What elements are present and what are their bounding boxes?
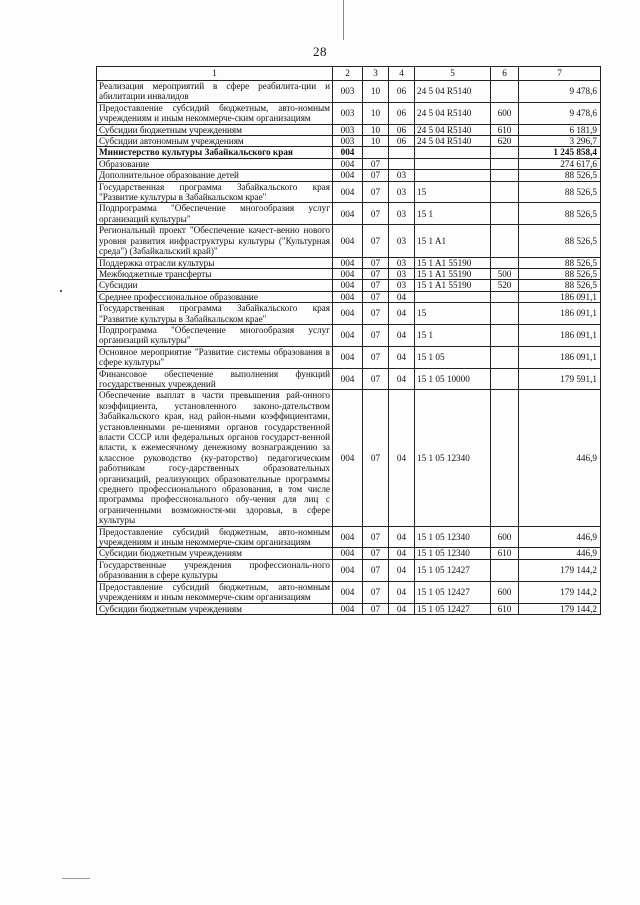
- row-admin-code: 003: [333, 124, 363, 135]
- row-name: Субсидии бюджетным учреждениям: [97, 124, 333, 135]
- row-subsection: 03: [389, 257, 415, 268]
- row-name: Предоставление субсидий бюджетным, авто-номным учреждениям и иным некоммерче-ским организациям: [97, 581, 333, 603]
- row-subsection: 04: [389, 324, 415, 346]
- row-target-article: 24 5 04 R5140: [415, 136, 491, 147]
- row-subsection: 03: [389, 203, 415, 225]
- row-subsection: 04: [389, 291, 415, 302]
- row-admin-code: 004: [333, 158, 363, 169]
- row-expense-type: 610: [491, 124, 519, 135]
- row-expense-type: [491, 181, 519, 203]
- row-section: 10: [363, 102, 389, 124]
- row-amount: 88 526,5: [519, 170, 601, 181]
- table-row: [97, 280, 601, 291]
- column-header: 3: [363, 67, 389, 81]
- row-name: Государственная программа Забайкальского края "Развитие культуры в Забайкальском крае": [97, 181, 333, 203]
- row-amount: 88 526,5: [519, 257, 601, 268]
- row-subsection: 06: [389, 124, 415, 135]
- row-name: Предоставление субсидий бюджетным, авто-номным учреждениям и иным некоммерче-ским организациям: [97, 102, 333, 124]
- column-header: 2: [333, 67, 363, 81]
- column-header: 5: [415, 67, 491, 81]
- row-amount: 186 091,1: [519, 291, 601, 302]
- row-subsection: 04: [389, 368, 415, 390]
- row-section: 10: [363, 81, 389, 103]
- row-target-article: [415, 291, 491, 302]
- table-row: [97, 81, 601, 103]
- row-admin-code: 004: [333, 303, 363, 325]
- row-admin-code: 004: [333, 368, 363, 390]
- row-target-article: 15 1 05 12427: [415, 603, 491, 614]
- row-section: 10: [363, 136, 389, 147]
- row-target-article: 15 1 05 12427: [415, 559, 491, 581]
- row-admin-code: 004: [333, 268, 363, 279]
- row-expense-type: 610: [491, 603, 519, 614]
- row-admin-code: 004: [333, 225, 363, 257]
- row-subsection: 03: [389, 280, 415, 291]
- row-amount: 446,9: [519, 390, 601, 526]
- row-amount: 3 296,7: [519, 136, 601, 147]
- row-expense-type: 600: [491, 526, 519, 548]
- column-header: 7: [519, 67, 601, 81]
- row-target-article: [415, 147, 491, 158]
- row-expense-type: 600: [491, 581, 519, 603]
- row-amount: 1 245 858,4: [519, 147, 601, 158]
- table-row: [97, 581, 601, 603]
- table-row: [97, 346, 601, 368]
- row-target-article: 15 1 A1: [415, 225, 491, 257]
- row-admin-code: 004: [333, 559, 363, 581]
- row-subsection: [389, 158, 415, 169]
- row-target-article: 15 1 A1 55190: [415, 280, 491, 291]
- table-row: [97, 559, 601, 581]
- row-name: Обеспечение выплат в части превышения рай-онного коэффициента, установленного законо-дательством Забайкальского края, над район-ными коэффициентами, установленными ре-шениями органов государственной власти СССР или федеральных органов государст-венной власти, к ежемесячному денежному вознаграждению за классное руководство (ку-раторство) педагогическим работникам госу-дарственных образовательных организаций, реализующих образовательные программы среднего профессионального образования, в том числе программы профессионального обу-чения для лиц с ограниченными возможностя-ми здоровья, в сфере культуры: [97, 390, 333, 526]
- row-expense-type: [491, 170, 519, 181]
- row-target-article: 15: [415, 181, 491, 203]
- row-target-article: [415, 158, 491, 169]
- row-name: Основное мероприятие "Развитие системы образования в сфере культуры": [97, 346, 333, 368]
- row-amount: 88 526,5: [519, 203, 601, 225]
- row-amount: 186 091,1: [519, 303, 601, 325]
- row-expense-type: [491, 81, 519, 103]
- row-admin-code: 003: [333, 136, 363, 147]
- row-subsection: 06: [389, 102, 415, 124]
- row-section: 07: [363, 158, 389, 169]
- row-name: Региональный проект "Обеспечение качест-венно нового уровня развития инфраструктуры культуры ("Культурная среда") (Забайкальский край)": [97, 225, 333, 257]
- row-name: Субсидии бюджетным учреждениям: [97, 548, 333, 559]
- row-section: 07: [363, 225, 389, 257]
- row-target-article: [415, 170, 491, 181]
- row-amount: 88 526,5: [519, 225, 601, 257]
- row-section: 07: [363, 203, 389, 225]
- row-amount: 179 144,2: [519, 559, 601, 581]
- row-admin-code: 003: [333, 81, 363, 103]
- row-subsection: 06: [389, 81, 415, 103]
- table-row: [97, 526, 601, 548]
- row-admin-code: 004: [333, 291, 363, 302]
- row-name: Государственная программа Забайкальского края "Развитие культуры в Забайкальском крае": [97, 303, 333, 325]
- row-expense-type: [491, 346, 519, 368]
- row-name: Субсидии бюджетным учреждениям: [97, 603, 333, 614]
- row-amount: 186 091,1: [519, 346, 601, 368]
- row-amount: 9 478,6: [519, 102, 601, 124]
- row-section: 07: [363, 170, 389, 181]
- row-name: Подпрограмма "Обеспечение многообразия услуг организаций культуры": [97, 203, 333, 225]
- row-target-article: 15 1 A1 55190: [415, 268, 491, 279]
- row-target-article: 24 5 04 R5140: [415, 102, 491, 124]
- row-target-article: 15: [415, 303, 491, 325]
- row-expense-type: 520: [491, 280, 519, 291]
- column-header: 1: [97, 67, 333, 81]
- row-admin-code: 004: [333, 390, 363, 526]
- row-amount: 6 181,9: [519, 124, 601, 135]
- row-admin-code: 004: [333, 324, 363, 346]
- row-target-article: 15 1 05 12340: [415, 390, 491, 526]
- row-admin-code: 004: [333, 581, 363, 603]
- column-header: 6: [491, 67, 519, 81]
- row-name: Межбюджетные трансферты: [97, 268, 333, 279]
- row-target-article: 15 1: [415, 203, 491, 225]
- table-row: [97, 158, 601, 169]
- row-admin-code: 004: [333, 181, 363, 203]
- row-expense-type: [491, 291, 519, 302]
- row-section: 07: [363, 346, 389, 368]
- row-expense-type: [491, 158, 519, 169]
- row-subsection: 04: [389, 603, 415, 614]
- row-subsection: 04: [389, 303, 415, 325]
- table-row: [97, 268, 601, 279]
- row-amount: 88 526,5: [519, 181, 601, 203]
- row-admin-code: 004: [333, 203, 363, 225]
- row-amount: 446,9: [519, 548, 601, 559]
- row-section: [363, 147, 389, 158]
- row-subsection: 04: [389, 559, 415, 581]
- table-row: [97, 603, 601, 614]
- row-subsection: 03: [389, 268, 415, 279]
- table-row: [97, 324, 601, 346]
- row-amount: 88 526,5: [519, 280, 601, 291]
- row-expense-type: [491, 147, 519, 158]
- row-section: 07: [363, 526, 389, 548]
- row-section: 07: [363, 291, 389, 302]
- header-row: [97, 67, 601, 81]
- row-section: 07: [363, 581, 389, 603]
- table-row: [97, 257, 601, 268]
- row-amount: 179 144,2: [519, 603, 601, 614]
- row-subsection: 04: [389, 581, 415, 603]
- table-row: [97, 303, 601, 325]
- row-name: Реализация мероприятий в сфере реабилита-ции и абилитации инвалидов: [97, 81, 333, 103]
- row-expense-type: [491, 368, 519, 390]
- row-section: 07: [363, 303, 389, 325]
- row-amount: 274 617,6: [519, 158, 601, 169]
- scan-artifact-line: [343, 0, 344, 40]
- row-section: 07: [363, 268, 389, 279]
- row-amount: 179 144,2: [519, 581, 601, 603]
- row-admin-code: 004: [333, 548, 363, 559]
- table-row: [97, 291, 601, 302]
- table-body: [97, 81, 601, 615]
- row-target-article: 15 1 05 12340: [415, 548, 491, 559]
- row-admin-code: 004: [333, 603, 363, 614]
- row-expense-type: [491, 203, 519, 225]
- row-section: 07: [363, 324, 389, 346]
- row-subsection: 04: [389, 390, 415, 526]
- table-row: [97, 147, 601, 158]
- row-name: Министерство культуры Забайкальского края: [97, 147, 333, 158]
- row-section: 07: [363, 603, 389, 614]
- row-name: Среднее профессиональное образование: [97, 291, 333, 302]
- row-target-article: 24 5 04 R5140: [415, 124, 491, 135]
- row-subsection: 03: [389, 225, 415, 257]
- row-section: 10: [363, 124, 389, 135]
- row-subsection: 06: [389, 136, 415, 147]
- row-name: Субсидии: [97, 280, 333, 291]
- row-target-article: 15 1 05: [415, 346, 491, 368]
- row-name: Государственные учреждения профессиональ-ного образования в сфере культуры: [97, 559, 333, 581]
- table-row: [97, 102, 601, 124]
- table-row: [97, 170, 601, 181]
- row-name: Подпрограмма "Обеспечение многообразия услуг организаций культуры": [97, 324, 333, 346]
- table-row: [97, 548, 601, 559]
- table-row: [97, 136, 601, 147]
- table-row: [97, 225, 601, 257]
- row-section: 07: [363, 390, 389, 526]
- row-admin-code: 003: [333, 102, 363, 124]
- row-target-article: 24 5 04 R5140: [415, 81, 491, 103]
- row-subsection: [389, 147, 415, 158]
- row-section: 07: [363, 181, 389, 203]
- row-admin-code: 004: [333, 526, 363, 548]
- row-name: Дополнительное образование детей: [97, 170, 333, 181]
- row-target-article: 15 1 05 12427: [415, 581, 491, 603]
- row-section: 07: [363, 368, 389, 390]
- row-name: Поддержка отрасли культуры: [97, 257, 333, 268]
- row-expense-type: [491, 257, 519, 268]
- row-subsection: 03: [389, 170, 415, 181]
- row-subsection: 04: [389, 548, 415, 559]
- row-expense-type: 500: [491, 268, 519, 279]
- row-target-article: 15 1 A1 55190: [415, 257, 491, 268]
- row-section: 07: [363, 257, 389, 268]
- budget-table: [96, 66, 601, 615]
- table-row: [97, 368, 601, 390]
- row-expense-type: [491, 559, 519, 581]
- row-expense-type: 620: [491, 136, 519, 147]
- scan-speck: [62, 878, 90, 879]
- row-section: 07: [363, 559, 389, 581]
- row-admin-code: 004: [333, 257, 363, 268]
- row-target-article: 15 1: [415, 324, 491, 346]
- row-name: Предоставление субсидий бюджетным, авто-номным учреждениям и иным некоммерче-ским организациям: [97, 526, 333, 548]
- table-row: [97, 203, 601, 225]
- row-admin-code: 004: [333, 147, 363, 158]
- row-admin-code: 004: [333, 280, 363, 291]
- table-row: [97, 181, 601, 203]
- column-header: 4: [389, 67, 415, 81]
- row-expense-type: [491, 303, 519, 325]
- table-row: [97, 390, 601, 526]
- row-amount: 9 478,6: [519, 81, 601, 103]
- row-section: 07: [363, 280, 389, 291]
- row-expense-type: [491, 225, 519, 257]
- row-admin-code: 004: [333, 170, 363, 181]
- row-admin-code: 004: [333, 346, 363, 368]
- row-amount: 179 591,1: [519, 368, 601, 390]
- row-subsection: 03: [389, 181, 415, 203]
- row-subsection: 04: [389, 346, 415, 368]
- row-expense-type: [491, 390, 519, 526]
- row-target-article: 15 1 05 12340: [415, 526, 491, 548]
- row-expense-type: 610: [491, 548, 519, 559]
- row-subsection: 04: [389, 526, 415, 548]
- row-name: Образование: [97, 158, 333, 169]
- row-target-article: 15 1 05 10000: [415, 368, 491, 390]
- row-amount: 186 091,1: [519, 324, 601, 346]
- row-amount: 88 526,5: [519, 268, 601, 279]
- page-number: 28: [313, 44, 327, 59]
- table-row: [97, 124, 601, 135]
- scan-speck: [60, 290, 62, 292]
- row-name: Финансовое обеспечение выполнения функций государственных учреждений: [97, 368, 333, 390]
- row-section: 07: [363, 548, 389, 559]
- row-amount: 446,9: [519, 526, 601, 548]
- row-expense-type: [491, 324, 519, 346]
- row-name: Субсидии автономным учреждениям: [97, 136, 333, 147]
- row-expense-type: 600: [491, 102, 519, 124]
